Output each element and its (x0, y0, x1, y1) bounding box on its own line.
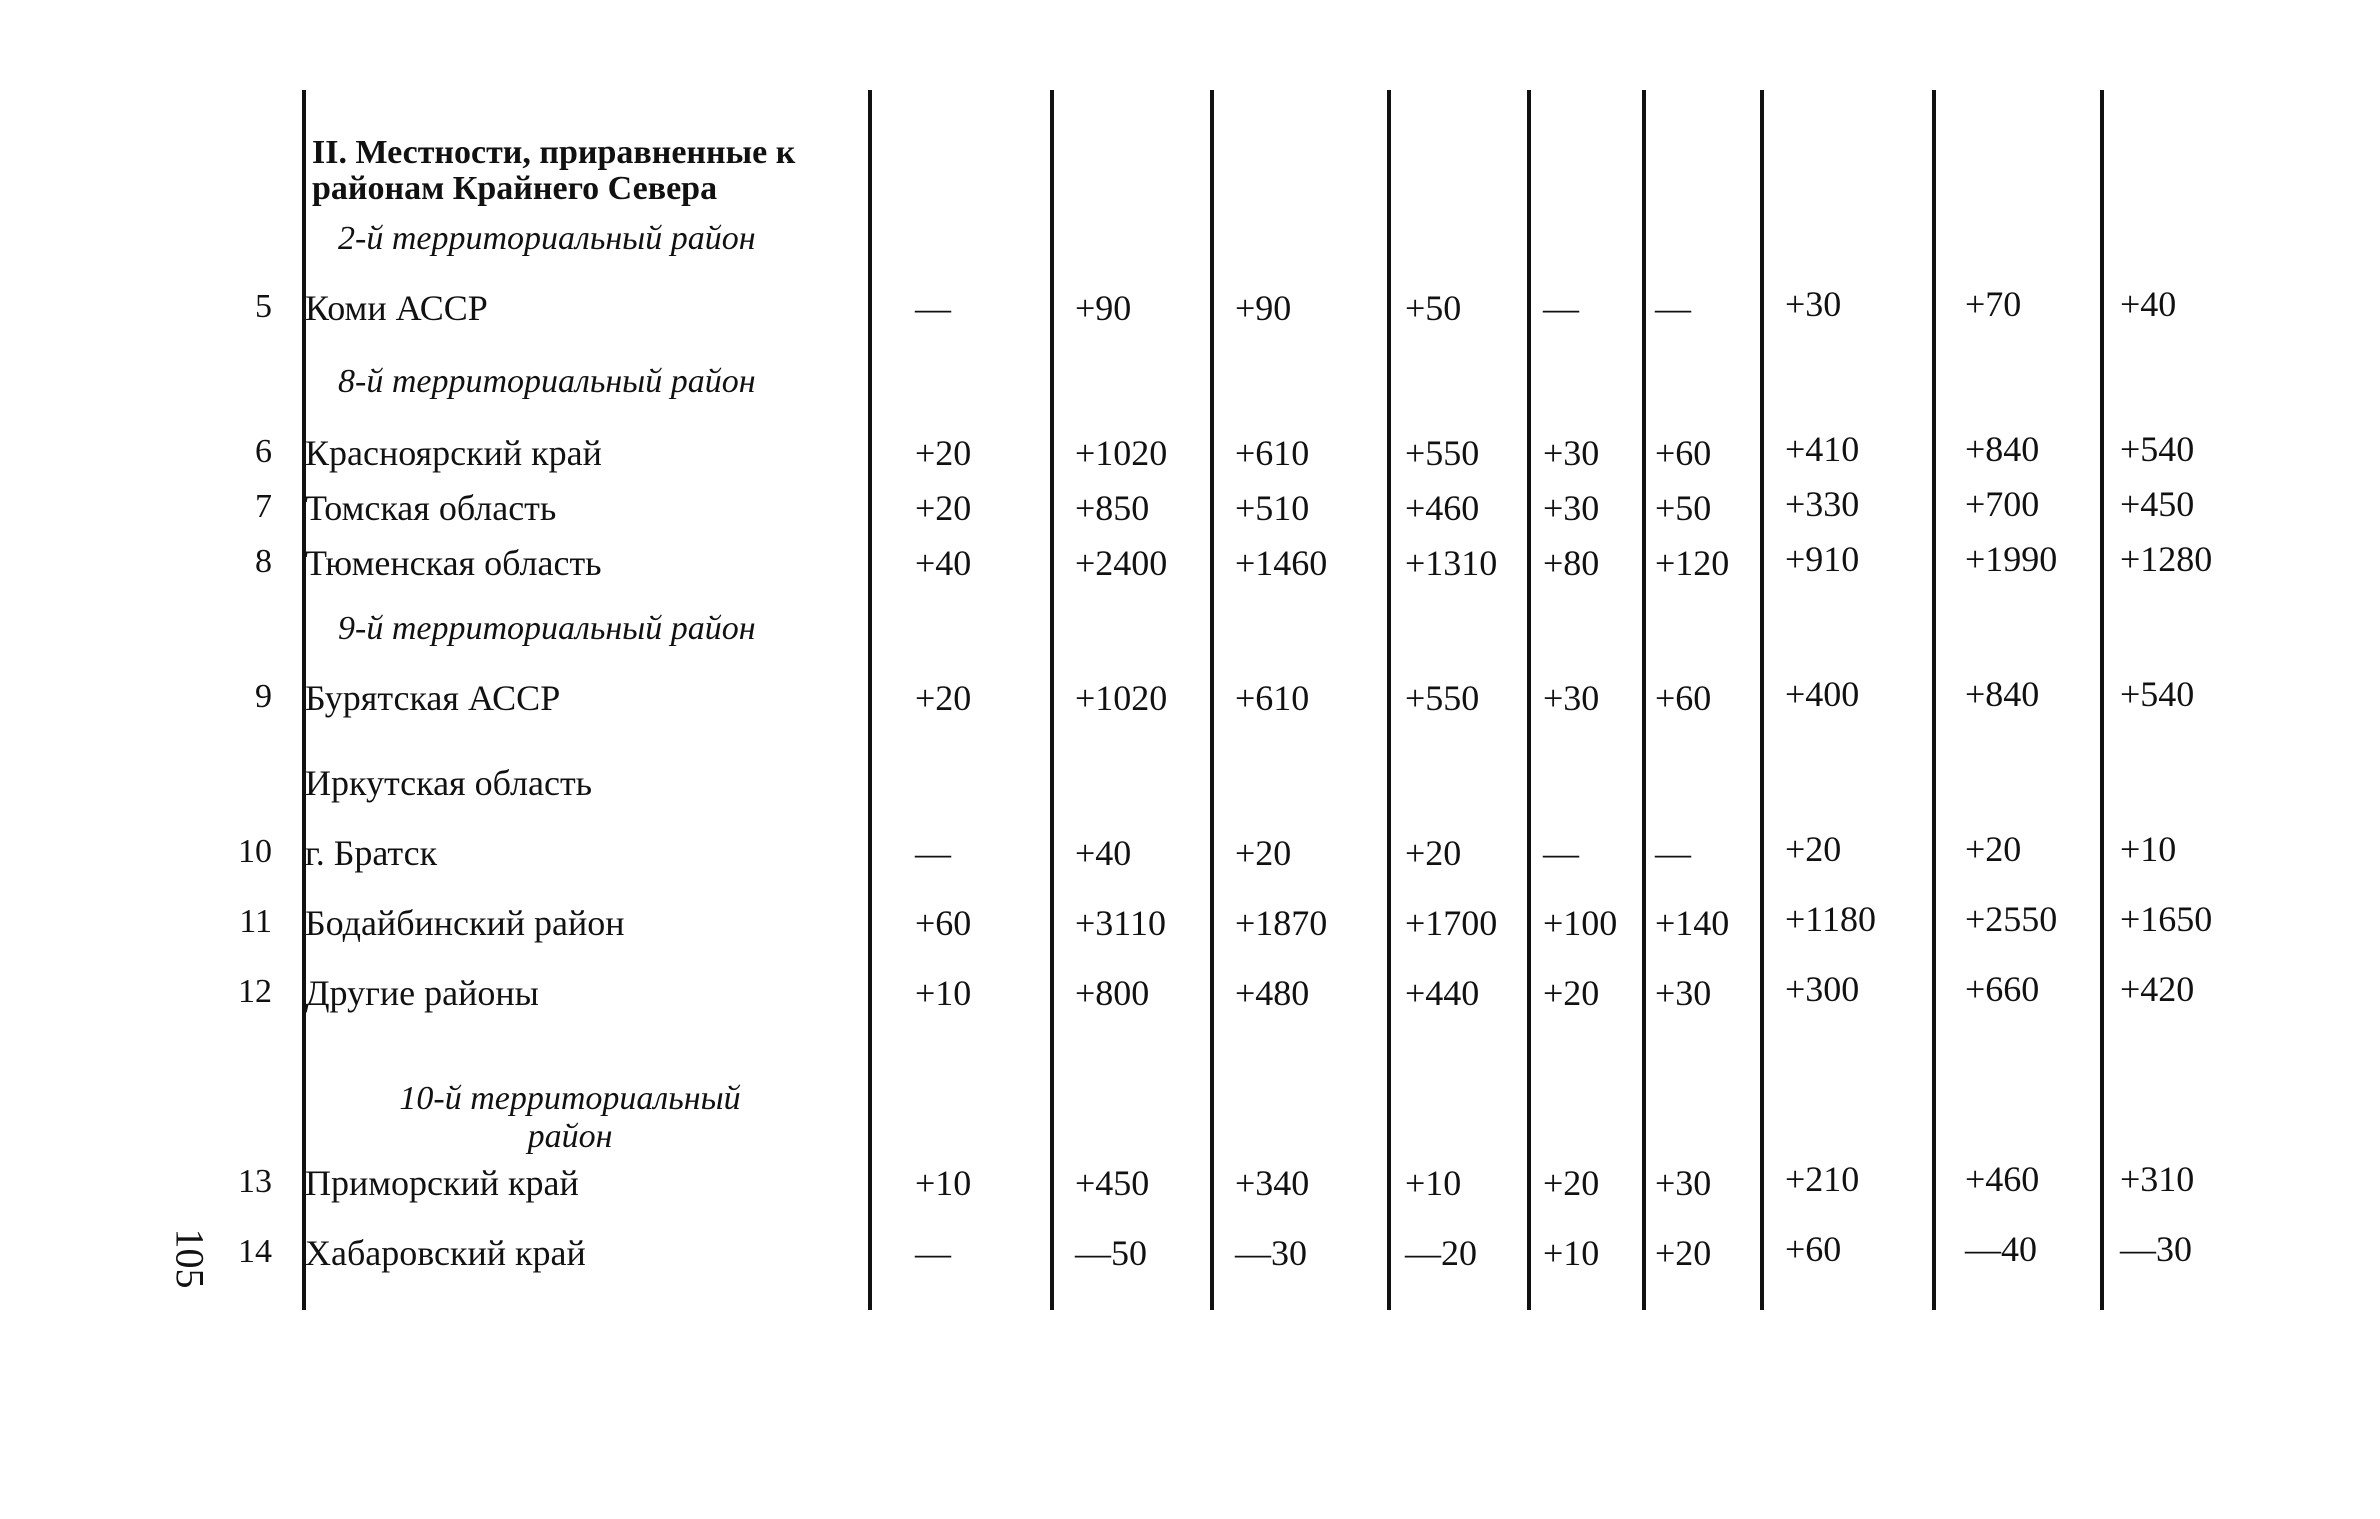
value-cell: +20 (915, 433, 972, 473)
value-cell: —40 (1965, 1229, 2037, 1269)
value-cell: +540 (2120, 674, 2195, 714)
row-number: 7 (255, 488, 272, 525)
value-cell: +30 (1543, 433, 1600, 473)
value-cell: —30 (2120, 1229, 2192, 1269)
value-cell: +20 (915, 488, 972, 528)
value-cell: —30 (1235, 1233, 1307, 1273)
value-cell: +610 (1235, 433, 1310, 473)
value-cell: +20 (1965, 829, 2022, 869)
value-cell: +1180 (1785, 899, 1876, 939)
column-rule (1760, 90, 1764, 1310)
region-name: Красноярский край (305, 433, 602, 473)
value-cell: — (915, 288, 951, 328)
row-number: 13 (238, 1163, 272, 1200)
value-cell: +1460 (1235, 543, 1328, 583)
district-heading: 10-й территориальный район (399, 1080, 741, 1155)
value-cell: +40 (1075, 833, 1132, 873)
value-cell: +20 (1785, 829, 1842, 869)
value-cell: +410 (1785, 429, 1860, 469)
value-cell: +10 (1543, 1233, 1600, 1273)
row-number: 12 (238, 973, 272, 1010)
value-cell: +1990 (1965, 539, 2058, 579)
column-rule (1932, 90, 1936, 1310)
value-cell: +50 (1655, 488, 1712, 528)
value-cell: +1650 (2120, 899, 2213, 939)
region-name: Бурятская АССР (305, 678, 561, 718)
value-cell: +120 (1655, 543, 1730, 583)
value-cell: +20 (1235, 833, 1292, 873)
value-cell: +60 (1655, 678, 1712, 718)
value-cell: +440 (1405, 973, 1480, 1013)
value-cell: +3110 (1075, 903, 1166, 943)
value-cell: — (1543, 288, 1579, 328)
value-cell: +450 (2120, 484, 2195, 524)
region-name: Томская область (305, 488, 557, 528)
value-cell: +1870 (1235, 903, 1328, 943)
value-cell: +300 (1785, 969, 1860, 1009)
row-number: 10 (238, 833, 272, 870)
row-number: 9 (255, 678, 272, 715)
value-cell: +1700 (1405, 903, 1498, 943)
value-cell: +40 (2120, 284, 2177, 324)
region-name: Приморский край (305, 1163, 579, 1203)
value-cell: +70 (1965, 284, 2022, 324)
district-heading: 9-й территориальный район (338, 610, 756, 647)
value-cell: +550 (1405, 433, 1480, 473)
column-rule (1527, 90, 1531, 1310)
value-cell: +840 (1965, 429, 2040, 469)
value-cell: +2400 (1075, 543, 1168, 583)
value-cell: +330 (1785, 484, 1860, 524)
region-name: Коми АССР (305, 288, 488, 328)
value-cell: +210 (1785, 1159, 1860, 1199)
region-name: Хабаровский край (305, 1233, 586, 1273)
value-cell: +480 (1235, 973, 1310, 1013)
value-cell: +340 (1235, 1163, 1310, 1203)
value-cell: +1280 (2120, 539, 2213, 579)
value-cell: +540 (2120, 429, 2195, 469)
value-cell: +30 (1655, 973, 1712, 1013)
value-cell: +850 (1075, 488, 1150, 528)
district-heading: 2-й территориальный район (338, 220, 756, 257)
value-cell: +30 (1543, 678, 1600, 718)
value-cell: +20 (1655, 1233, 1712, 1273)
column-rule (1050, 90, 1054, 1310)
region-name: Другие районы (305, 973, 539, 1013)
value-cell: — (1655, 288, 1691, 328)
value-cell: +20 (1405, 833, 1462, 873)
value-cell: +510 (1235, 488, 1310, 528)
value-cell: +60 (1655, 433, 1712, 473)
value-cell: +90 (1075, 288, 1132, 328)
value-cell: +800 (1075, 973, 1150, 1013)
value-cell: +30 (1655, 1163, 1712, 1203)
value-cell: +700 (1965, 484, 2040, 524)
value-cell: +450 (1075, 1163, 1150, 1203)
value-cell: +460 (1965, 1159, 2040, 1199)
value-cell: +80 (1543, 543, 1600, 583)
value-cell: +1310 (1405, 543, 1498, 583)
value-cell: +10 (915, 973, 972, 1013)
value-cell: +310 (2120, 1159, 2195, 1199)
value-cell: +20 (1543, 1163, 1600, 1203)
column-rule (2100, 90, 2104, 1310)
value-cell: +40 (915, 543, 972, 583)
column-rule (1210, 90, 1214, 1310)
value-cell: +10 (2120, 829, 2177, 869)
value-cell: +660 (1965, 969, 2040, 1009)
value-cell: +60 (915, 903, 972, 943)
value-cell: +400 (1785, 674, 1860, 714)
column-rule (868, 90, 872, 1310)
value-cell: +1020 (1075, 678, 1168, 718)
value-cell: — (915, 1233, 951, 1273)
value-cell: +460 (1405, 488, 1480, 528)
region-name: Тюменская область (305, 543, 602, 583)
row-number: 8 (255, 543, 272, 580)
value-cell: +20 (1543, 973, 1600, 1013)
value-cell: +20 (915, 678, 972, 718)
value-cell: — (1543, 833, 1579, 873)
value-cell: —20 (1405, 1233, 1477, 1273)
value-cell: +840 (1965, 674, 2040, 714)
column-rule (1642, 90, 1646, 1310)
value-cell: +550 (1405, 678, 1480, 718)
value-cell: +30 (1785, 284, 1842, 324)
row-number: 11 (239, 903, 272, 940)
value-cell: +610 (1235, 678, 1310, 718)
column-rule (1387, 90, 1391, 1310)
value-cell: +2550 (1965, 899, 2058, 939)
region-name: г. Братск (305, 833, 438, 873)
row-number: 6 (255, 433, 272, 470)
value-cell: +50 (1405, 288, 1462, 328)
value-cell: +1020 (1075, 433, 1168, 473)
value-cell: +10 (915, 1163, 972, 1203)
value-cell: +30 (1543, 488, 1600, 528)
value-cell: +420 (2120, 969, 2195, 1009)
value-cell: +100 (1543, 903, 1618, 943)
value-cell: —50 (1075, 1233, 1147, 1273)
value-cell: +140 (1655, 903, 1730, 943)
row-number: 14 (238, 1233, 272, 1270)
district-heading: 8-й территориальный район (338, 363, 756, 400)
page-number: 105 (167, 1228, 213, 1289)
section-title: II. Местности, приравненные к районам Крайнего Севера (312, 134, 796, 207)
value-cell: +10 (1405, 1163, 1462, 1203)
value-cell: — (915, 833, 951, 873)
region-subheading: Иркутская область (305, 763, 593, 803)
region-name: Бодайбинский район (305, 903, 625, 943)
value-cell: — (1655, 833, 1691, 873)
value-cell: +910 (1785, 539, 1860, 579)
value-cell: +90 (1235, 288, 1292, 328)
value-cell: +60 (1785, 1229, 1842, 1269)
row-number: 5 (255, 288, 272, 325)
